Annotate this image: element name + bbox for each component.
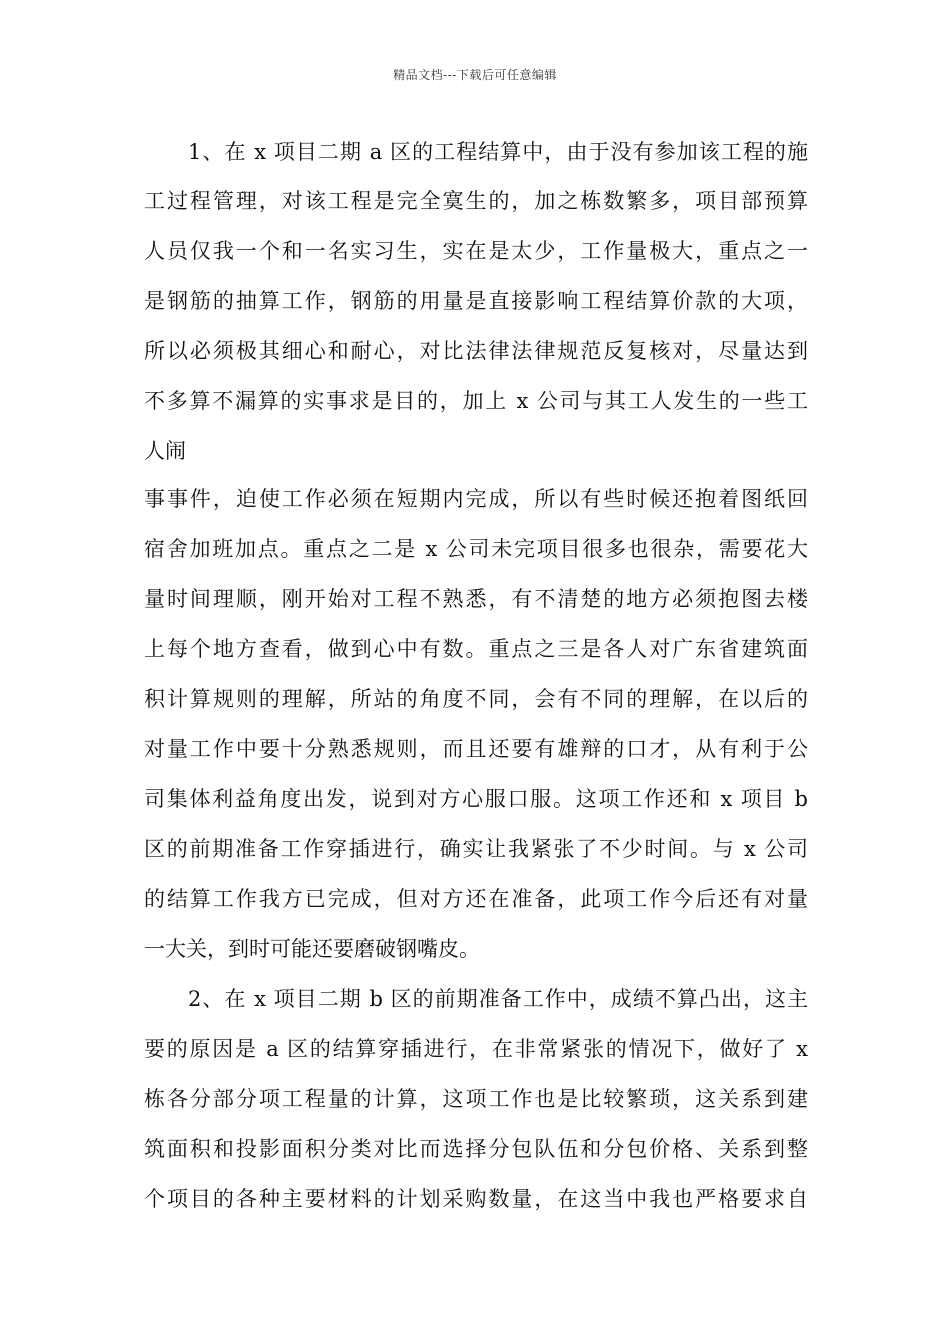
text-line: 2、在 x 项目二期 b 区的前期准备工作中，成绩不算凸出，这主 xyxy=(188,987,808,1011)
text-line: 工过程管理，对该工程是完全寞生的，加之栋数繁多，项目部预算 xyxy=(144,189,808,213)
text-line: 事事件，迫使工作必须在短期内完成，所以有些时候还抱着图纸回 xyxy=(144,487,808,511)
text-line: 人闹 xyxy=(144,439,186,463)
text-line: 筑面积和投影面积分类对比而选择分包队伍和分包价格、关系到整 xyxy=(144,1137,808,1161)
text-line: 所以必须极其细心和耐心，对比法律法律规范反复核对，尽量达到 xyxy=(144,339,808,363)
text-line: 积计算规则的理解，所站的角度不同，会有不同的理解，在以后的 xyxy=(144,687,808,711)
text-line: 对量工作中要十分熟悉规则，而且还要有雄辩的口才，从有利于公 xyxy=(144,737,808,761)
text-line: 要的原因是 a 区的结算穿插进行，在非常紧张的情况下，做好了 x xyxy=(144,1037,808,1061)
page-header: 精品文档---下载后可任意编辑 xyxy=(393,68,557,82)
text-line: 栋各分部分项工程量的计算，这项工作也是比较繁琐，这关系到建 xyxy=(144,1087,808,1111)
text-line: 宿舍加班加点。重点之二是 x 公司未完项目很多也很杂，需要花大 xyxy=(144,537,808,561)
text-line: 不多算不漏算的实事求是目的，加上 x 公司与其工人发生的一些工 xyxy=(144,389,808,413)
text-line: 一大关，到时可能还要磨破钢嘴皮。 xyxy=(144,937,480,961)
text-line: 上每个地方查看，做到心中有数。重点之三是各人对广东省建筑面 xyxy=(144,637,808,661)
text-line: 量时间理顺，刚开始对工程不熟悉，有不清楚的地方必须抱图去楼 xyxy=(144,587,808,611)
text-line: 个项目的各种主要材料的计划采购数量，在这当中我也严格要求自 xyxy=(144,1187,808,1211)
text-line: 1、在 x 项目二期 a 区的工程结算中，由于没有参加该工程的施 xyxy=(188,140,808,164)
text-line: 区的前期准备工作穿插进行，确实让我紧张了不少时间。与 x 公司 xyxy=(144,837,808,861)
text-line: 是钢筋的抽算工作，钢筋的用量是直接影响工程结算价款的大项， xyxy=(144,289,808,313)
text-line: 的结算工作我方已完成，但对方还在准备，此项工作今后还有对量 xyxy=(144,887,808,911)
text-line: 司集体利益角度出发，说到对方心服口服。这项工作还和 x 项目 b xyxy=(144,787,808,811)
text-line: 人员仅我一个和一名实习生，实在是太少，工作量极大，重点之一 xyxy=(144,239,808,263)
